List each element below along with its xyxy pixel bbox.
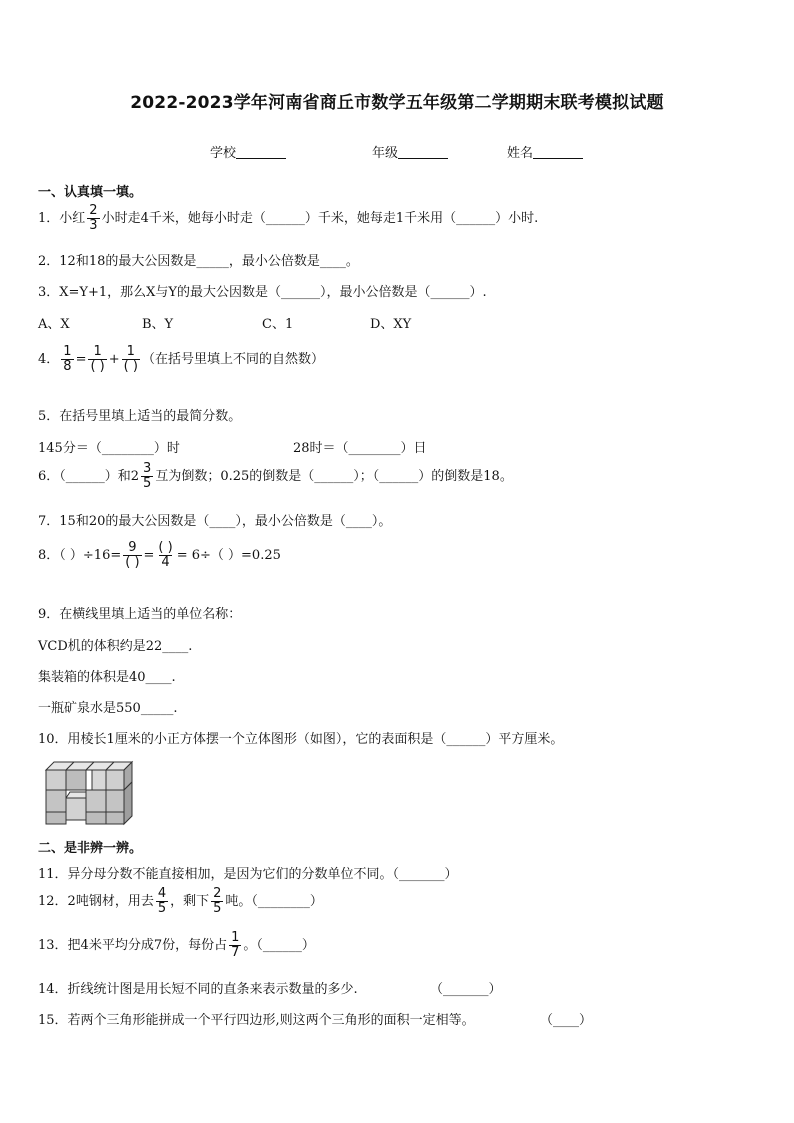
q8-text-a: 8．（ ）÷16= <box>38 548 122 563</box>
section-heading-1: 一、认真填一填。 <box>38 185 143 200</box>
q1-text-a: 1．小红 <box>38 211 86 226</box>
q6-text-b: 互为倒数；0.25的倒数是（______）；（______）的倒数是18。 <box>155 469 513 484</box>
fraction-blank-1 <box>88 345 106 374</box>
option-a[interactable]: A、X <box>38 317 70 332</box>
question-12 <box>38 887 323 916</box>
fraction-3-5 <box>141 462 153 491</box>
frac-num: 3 <box>143 461 152 476</box>
frac-num: 1 <box>126 344 135 359</box>
section-heading-2: 二、是非辨一辨。 <box>38 841 143 856</box>
frac-den: 4 <box>161 555 170 570</box>
question-3-options <box>38 313 474 332</box>
question-3: 3．X=Y+1，那么X与Y的最大公因数是（______），最小公倍数是（______）. <box>38 285 487 300</box>
q4-note: （在括号里填上不同的自然数） <box>141 352 324 367</box>
fraction-blank-4 <box>156 541 174 570</box>
question-1 <box>38 204 538 233</box>
equals-sign: = <box>143 548 155 563</box>
frac-num: 2 <box>89 203 98 218</box>
question-14: 14．折线统计图是用长短不同的直条来表示数量的多少. <box>38 982 358 997</box>
question-9-c: 一瓶矿泉水是550_____. <box>38 701 178 716</box>
fraction-9-blank <box>123 541 141 570</box>
fraction-1-8 <box>61 345 73 374</box>
frac-num: 1 <box>93 344 102 359</box>
frac-num-blank[interactable]: ( ) <box>158 540 173 555</box>
frac-den: 5 <box>157 901 167 916</box>
option-c[interactable]: C、1 <box>262 317 294 332</box>
q12-text-c: 吨。（________） <box>225 894 323 909</box>
q1-text-b: 小时走4千米，她每小时走（______）千米，她每走1千米用（______）小时. <box>101 211 539 226</box>
frac-num: 2 <box>213 886 222 901</box>
question-9-b: 集装箱的体积是40____. <box>38 670 176 685</box>
q13-text-a: 13．把4米平均分成7份，每份占 <box>38 938 228 953</box>
frac-num: 1 <box>231 930 240 945</box>
fraction-4-5 <box>156 887 168 916</box>
school-label: 学校 <box>210 146 237 161</box>
question-13 <box>38 931 315 960</box>
question-14-answer[interactable]: （_______） <box>430 982 502 997</box>
fraction-1-7 <box>229 931 241 960</box>
frac-den-blank[interactable]: ( ) <box>123 359 138 374</box>
question-15-answer[interactable]: （____） <box>540 1013 593 1028</box>
q12-text-b: ，剩下 <box>170 894 210 909</box>
grade-blank[interactable] <box>398 146 448 159</box>
name-label: 姓名 <box>507 146 534 161</box>
frac-num: 9 <box>128 540 137 555</box>
cube-structure-figure <box>42 758 134 828</box>
option-d[interactable]: D、XY <box>370 317 412 332</box>
school-blank[interactable] <box>236 146 286 159</box>
grade-label: 年级 <box>372 146 399 161</box>
frac-den-blank[interactable]: ( ) <box>125 555 140 570</box>
frac-den: 8 <box>63 359 72 374</box>
q12-text-a: 12．2吨钢材，用去 <box>38 894 154 909</box>
name-blank[interactable] <box>533 146 583 159</box>
frac-den: 7 <box>231 945 240 960</box>
question-5: 5．在括号里填上适当的最简分数。 <box>38 409 242 424</box>
plus-sign: + <box>108 352 120 367</box>
question-9-a: VCD机的体积约是22____. <box>38 639 193 654</box>
frac-den: 5 <box>143 476 152 491</box>
option-b[interactable]: B、Y <box>142 317 174 332</box>
page-title: 2022-2023学年河南省商丘市数学五年级第二学期期末联考模拟试题 <box>130 93 664 113</box>
q4-number: 4． <box>38 352 60 367</box>
equals-sign: = <box>75 352 87 367</box>
q13-text-b: 。（______） <box>243 938 315 953</box>
question-5-b: 28时＝（________）日 <box>293 441 427 456</box>
question-15: 15．若两个三角形能拼成一个平行四边形,则这两个三角形的面积一定相等。 <box>38 1013 475 1028</box>
question-5-a: 145分＝（________）时 <box>38 441 180 456</box>
fraction-2-3 <box>87 204 99 233</box>
school-field <box>210 142 286 161</box>
question-7: 7．15和20的最大公因数是（____），最小公倍数是（____）。 <box>38 514 392 529</box>
question-4 <box>38 345 324 374</box>
question-9: 9．在横线里填上适当的单位名称： <box>38 607 242 622</box>
question-10: 10．用棱长1厘米的小正方体摆一个立体图形（如图），它的表面积是（______）平方厘米。 <box>38 732 564 747</box>
frac-num: 1 <box>63 344 72 359</box>
frac-num: 4 <box>157 886 167 901</box>
frac-den-blank[interactable]: ( ) <box>90 359 105 374</box>
question-11: 11．异分母分数不能直接相加，是因为它们的分数单位不同。（_______） <box>38 867 458 882</box>
fraction-blank-2 <box>122 345 140 374</box>
question-8 <box>38 541 281 570</box>
question-2: 2．12和18的最大公因数是_____，最小公倍数是____。 <box>38 254 359 269</box>
frac-den: 3 <box>89 218 98 233</box>
q8-text-b: = 6÷（ ）=0.25 <box>176 548 281 563</box>
fraction-2-5 <box>211 887 223 916</box>
grade-field <box>372 142 448 161</box>
question-6 <box>38 462 513 491</box>
q6-text-a: 6．（______）和2 <box>38 469 140 484</box>
name-field <box>507 142 583 161</box>
frac-den: 5 <box>213 901 222 916</box>
